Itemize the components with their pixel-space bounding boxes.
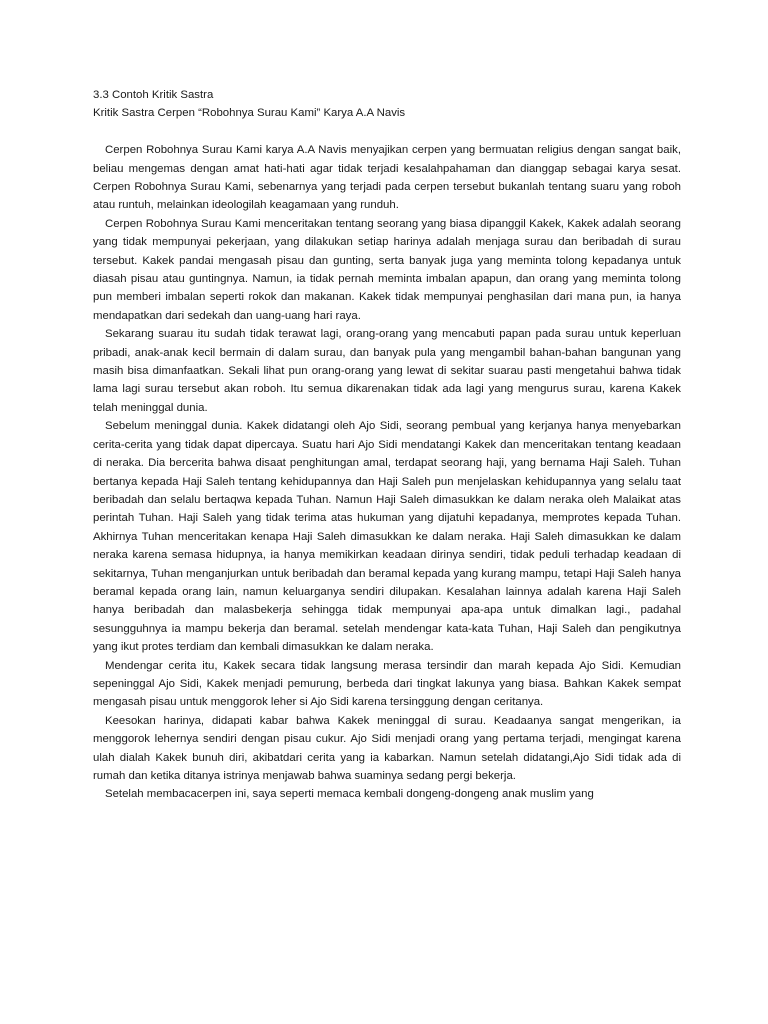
paragraph-5: Mendengar cerita itu, Kakek secara tidak langsung merasa tersindir dan marah kepada Ajo Sidi. Kemudian sepeninggal Ajo Sidi, Kakek menjadi pemurung, berbeda dari tingkat lakunya yang biasa. Bahkan Kakek sempat mengasah pisau untuk menggorok leher si Ajo Sidi karena tersinggung dengan ceritanya. [93,659,681,709]
paragraph-3: Sekarang suarau itu sudah tidak terawat lagi, orang-orang yang mencabuti papan pada surau untuk keperluan pribadi, anak-anak kecil bermain di dalam surau, dan banyak pula yang mengambil bahan-bahan bangunan yang masih bisa dimanfaatkan. Sekali lihat pun orang-orang yang lewat di sekitar suarau pasti mengetahui bahwa tidak lama lagi surau tersebut akan roboh. Itu semua dikarenakan tidak ada lagi yang mengurus surau, karena Kakek telah meninggal dunia. [93,328,681,414]
paragraph-6: Keesokan harinya, didapati kabar bahwa Kakek meninggal di surau. Keadaanya sangat mengerikan, ia menggorok lehernya sendiri dengan pisau cukur. Ajo Sidi menjadi orang yang pertama terjadi, mengingat karena ulah dialah Kakek bunuh diri, akibatdari cerita yang ia kabarkan. Namun setelah didatangi,Ajo Sidi tidak ada di rumah dan ketika ditanya istrinya menjawab bahwa suaminya sedang pergi bekerja. [93,714,681,783]
paragraph-2: Cerpen Robohnya Surau Kami menceritakan tentang seorang yang biasa dipanggil Kakek, Kakek adalah seorang yang tidak mempunyai pekerjaan, yang dilakukan setiap harinya adalah menjaga surau dan beribadah di surau tersebut. Kakek pandai mengasah pisau dan gunting, serta banyak juga yang meminta tolong kepadanya untuk diasah pisau atau guntingnya. Namun, ia tidak pernah meminta imbalan apapun, dan orang yang meminta tolong pun memberi imbalan seperti rokok dan makanan. Kakek tidak mempunyai penghasilan dari mana pun, ia hanya mendapatkan dari sedekah dan uang-uang hari raya. [93,217,681,322]
section-heading: 3.3 Contoh Kritik Sastra [93,89,214,101]
paragraph-7: Setelah membacacerpen ini, saya seperti memaca kembali dongeng-dongeng anak muslim yang [105,788,594,801]
paragraph-4: Sebelum meninggal dunia. Kakek didatangi oleh Ajo Sidi, seorang pembual yang kerjanya hanya menyebarkan cerita-cerita yang tidak dapat dipercaya. Suatu hari Ajo Sidi mendatangi Kakek dan menceritakan tentang keadaan di neraka. Dia bercerita bahwa disaat penghitungan amal, terdapat seorang haji, yang bernama Haji Saleh. Tuhan bertanya kepada Haji Saleh tentang kehidupannya dan Haji Saleh pun menjelaskan kehidupannya yang selalu taat beribadah dan selalu bertaqwa kepada Tuhan. Namun Haji Saleh dimasukkan ke dalam neraka oleh Malaikat atas perintah Tuhan. Haji Saleh yang tidak terima atas hukuman yang dijatuhi kepadanya, memprotes kepada Tuhan. Akhirnya Tuhan menceritakan kenapa Haji Saleh dimasukkan ke dalam neraka. Haji Saleh dimasukkan ke dalam neraka karena semasa hidupnya, ia hanya memikirkan keadaan dirinya sendiri, tidak peduli terhadap keadaan di sekitarnya, Tuhan menganjurkan untuk beribadah dan beramal kepada yang kurang mampu, tetapi Haji Saleh hanya beramal kepada orang lain, namun keluarganya sendiri dilupakan. Kesalahan lainnya adalah karena Haji Saleh hanya beribadah dan malasbekerja sehingga tidak mempunyai apa-apa untuk dimalkan lagi., padahal sesungguhnya ia mampu bekerja dan beramal. setelah mendengar kata-kata Tuhan, Haji Saleh dan pengikutnya yang ikut protes terdiam dan kembali dimasukkan ke dalam neraka. [93,420,681,654]
paragraph-1: Cerpen Robohnya Surau Kami karya A.A Navis menyajikan cerpen yang bermuatan religius dengan sangat baik, beliau mengemas dengan amat hati-hati agar tidak terjadi kesalahpahaman dan dianggap sebagai karya sesat. Cerpen Robohnya Surau Kami, sebenarnya yang terjadi pada cerpen tersebut bukanlah tentang suaru yang roboh atau runtuh, melainkan ideologilah keagamaan yang runduh. [93,144,681,212]
document-subtitle: Kritik Sastra Cerpen “Robohnya Surau Kami” Karya A.A Navis [93,107,406,120]
document-page [93,86,681,804]
blank-line [93,123,681,141]
